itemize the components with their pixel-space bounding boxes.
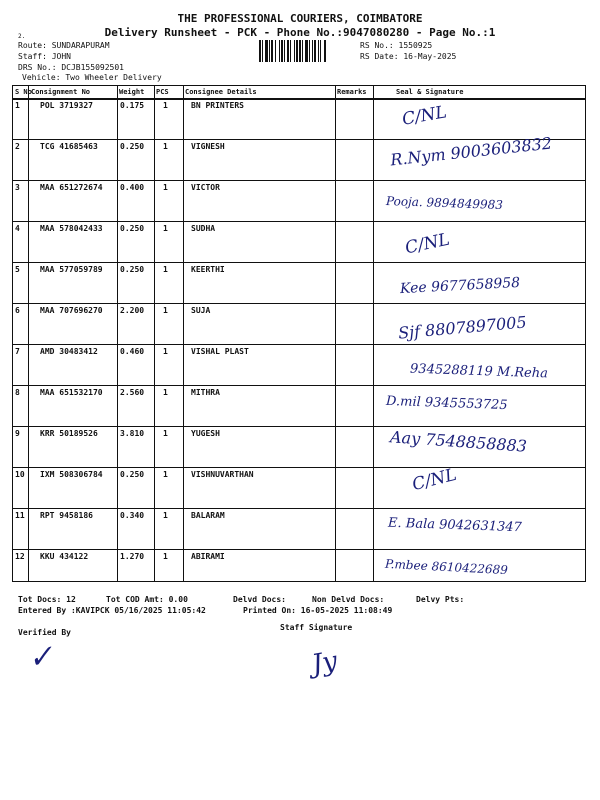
row-consignee: VIGNESH <box>191 142 225 151</box>
row-consignment: AMD 30483412 <box>40 347 98 356</box>
col-header-remarks: Remarks <box>337 88 367 96</box>
verified-by-label: Verified By <box>18 628 71 637</box>
total-cod-amount: Tot COD Amt: 0.00 <box>106 595 188 604</box>
row-consignee: KEERTHI <box>191 265 225 274</box>
row-pcs: 1 <box>163 429 168 438</box>
row-pcs: 1 <box>163 306 168 315</box>
handwritten-signature: Aay 7548858883 <box>389 427 528 456</box>
handwritten-signature: P.mbee 8610422689 <box>384 556 509 578</box>
row-sno: 6 <box>15 306 20 315</box>
corner-mark: 2. <box>18 33 26 40</box>
row-weight: 0.250 <box>120 224 145 233</box>
handwritten-signature: C/NL <box>400 102 449 130</box>
delivered-docs: Delvd Docs: <box>233 595 286 604</box>
row-consignee: VICTOR <box>191 183 220 192</box>
col-header-consignment: Consignment No <box>31 88 91 96</box>
total-docs: Tot Docs: 12 <box>18 595 76 604</box>
staff-text: Staff: JOHN <box>18 52 71 61</box>
row-sno: 5 <box>15 265 20 274</box>
row-sno: 1 <box>15 101 20 110</box>
row-weight: 3.810 <box>120 429 145 438</box>
non-delivered-docs: Non Delvd Docs: <box>312 595 385 604</box>
row-pcs: 1 <box>163 265 168 274</box>
col-header-weight: Weight <box>119 88 145 96</box>
row-consignee: SUJA <box>191 306 211 315</box>
row-sno: 7 <box>15 347 20 356</box>
row-consignment: TCG 41685463 <box>40 142 98 151</box>
col-header-pcs: PCS <box>156 88 169 96</box>
row-consignment: MAA 577059789 <box>40 265 103 274</box>
route-text: Route: SUNDARAPURAM <box>18 41 110 50</box>
staff-handwritten-signature: Jy <box>309 646 340 680</box>
row-consignment: MAA 651532170 <box>40 388 103 397</box>
row-consignment: KRR 50189526 <box>40 429 98 438</box>
row-consignment: RPT 9458186 <box>40 511 93 520</box>
runsheet-table <box>12 85 586 582</box>
row-pcs: 1 <box>163 224 168 233</box>
row-consignee: SUDHA <box>191 224 216 233</box>
row-sno: 2 <box>15 142 20 151</box>
company-title: THE PROFESSIONAL COURIERS, COIMBATORE <box>177 12 423 25</box>
entered-by: Entered By :KAVIPCK 05/16/2025 11:05:42 <box>18 606 206 615</box>
delivery-points: Delvy Pts: <box>416 595 465 604</box>
row-consignment: POL 3719327 <box>40 101 93 110</box>
rs-date: RS Date: 16-May-2025 <box>360 52 457 61</box>
row-weight: 0.340 <box>120 511 145 520</box>
printed-on: Printed On: 16-05-2025 11:08:49 <box>243 606 393 615</box>
row-weight: 0.250 <box>120 470 145 479</box>
row-pcs: 1 <box>163 511 168 520</box>
row-pcs: 1 <box>163 347 168 356</box>
col-header-consignee: Consignee Details <box>185 88 257 96</box>
row-weight: 0.460 <box>120 347 145 356</box>
row-sno: 8 <box>15 388 20 397</box>
handwritten-signature: E. Bala 9042631347 <box>387 515 523 536</box>
row-consignee: BN PRINTERS <box>191 101 244 110</box>
handwritten-signature: 9345288119 M.Reha <box>409 361 549 382</box>
row-sno: 9 <box>15 429 20 438</box>
row-consignee: VISHAL PLAST <box>191 347 249 356</box>
row-pcs: 1 <box>163 142 168 151</box>
row-consignee: ABIRAMI <box>191 552 225 561</box>
row-sno: 4 <box>15 224 20 233</box>
row-sno: 3 <box>15 183 20 192</box>
row-pcs: 1 <box>163 470 168 479</box>
row-pcs: 1 <box>163 183 168 192</box>
row-consignment: MAA 707696270 <box>40 306 103 315</box>
handwritten-signature: Pooja. 9894849983 <box>385 193 504 213</box>
row-sno: 11 <box>15 511 25 520</box>
row-consignment: MAA 651272674 <box>40 183 103 192</box>
col-header-sno: S No <box>15 88 32 96</box>
runsheet-subtitle: Delivery Runsheet - PCK - Phone No.:9047080280 - Page No.:1 <box>104 26 496 39</box>
drs-number: DRS No.: DCJB155092501 <box>18 63 124 72</box>
row-consignment: IXM 508306784 <box>40 470 103 479</box>
row-consignment: MAA 578042433 <box>40 224 103 233</box>
handwritten-signature: C/NL <box>403 229 452 259</box>
row-consignee: BALARAM <box>191 511 225 520</box>
row-consignment: KKU 434122 <box>40 552 89 561</box>
handwritten-signature: C/NL <box>410 464 459 496</box>
row-pcs: 1 <box>163 388 168 397</box>
row-consignee: MITHRA <box>191 388 220 397</box>
handwritten-signature: Kee 9677658958 <box>399 274 521 298</box>
staff-signature-label: Staff Signature <box>280 623 353 632</box>
row-weight: 0.250 <box>120 265 145 274</box>
row-sno: 10 <box>15 470 25 479</box>
col-header-signature: Seal & Signature <box>396 88 464 96</box>
row-weight: 2.560 <box>120 388 145 397</box>
row-pcs: 1 <box>163 552 168 561</box>
handwritten-signature: D.mil 9345553725 <box>385 393 508 414</box>
row-sno: 12 <box>15 552 25 561</box>
vehicle-text: Vehicle: Two Wheeler Delivery <box>22 73 162 82</box>
row-consignee: YUGESH <box>191 429 220 438</box>
row-weight: 1.270 <box>120 552 145 561</box>
row-weight: 0.175 <box>120 101 145 110</box>
row-weight: 2.200 <box>120 306 145 315</box>
verified-checkmark: ✓ <box>25 638 56 677</box>
handwritten-signature: R.Nym 9003603832 <box>389 133 553 170</box>
handwritten-signature: Sjf 8807897005 <box>397 312 528 343</box>
row-pcs: 1 <box>163 101 168 110</box>
row-weight: 0.400 <box>120 183 145 192</box>
rs-number: RS No.: 1550925 <box>360 41 433 50</box>
row-weight: 0.250 <box>120 142 145 151</box>
row-consignee: VISHNUVARTHAN <box>191 470 254 479</box>
barcode-image <box>258 40 344 62</box>
